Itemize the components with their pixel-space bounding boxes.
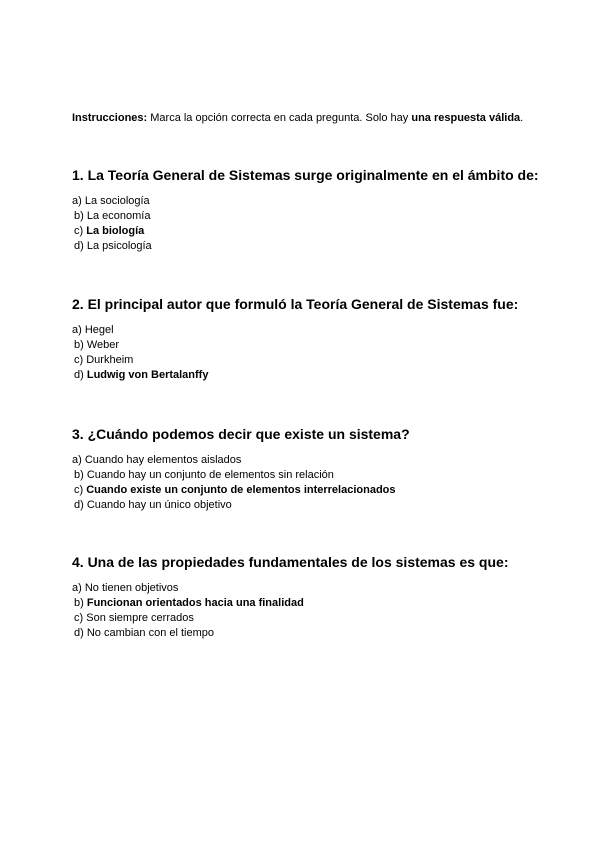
option-letter: b) [74, 339, 84, 351]
option-c-correct [72, 224, 572, 239]
question-title: 2. El principal autor que formuló la Teoría General de Sistemas fue: [72, 296, 519, 312]
option-b [72, 338, 572, 353]
option-letter: b) [74, 597, 84, 609]
option-letter: b) [74, 210, 84, 222]
instructions-text: Marca la opción correcta en cada pregunta. Solo hay [147, 112, 412, 124]
instructions-emphasis: una respuesta válida [411, 112, 521, 124]
option-text: La psicología [86, 240, 152, 252]
option-letter: c) [74, 484, 84, 496]
option-text: Durkheim [86, 354, 134, 366]
option-text: Cuando existe un conjunto de elementos interrelacionados [86, 484, 396, 496]
option-text: No cambian con el tiempo [86, 627, 215, 639]
option-text: No tienen objetivos [84, 582, 179, 594]
option-letter: d) [74, 240, 84, 252]
option-text: La economía [86, 210, 151, 222]
option-letter: d) [74, 369, 84, 381]
option-a [72, 323, 572, 338]
instructions-end: . [520, 112, 524, 124]
option-letter: a) [72, 582, 82, 594]
option-list [72, 194, 572, 254]
option-list [72, 323, 572, 383]
option-b [72, 468, 572, 483]
option-d [72, 626, 572, 641]
option-a [72, 194, 572, 209]
option-text: Ludwig von Bertalanffy [86, 369, 209, 381]
option-text: Funcionan orientados hacia una finalidad [86, 597, 304, 609]
option-list [72, 581, 572, 641]
option-d [72, 498, 572, 513]
option-text: Cuando hay un conjunto de elementos sin relación [86, 469, 334, 481]
option-letter: a) [72, 454, 82, 466]
instructions [72, 111, 523, 125]
option-c [72, 353, 572, 368]
option-text: Cuando hay un único objetivo [86, 499, 232, 511]
option-c [72, 611, 572, 626]
question-1 [72, 166, 572, 254]
option-text: Cuando hay elementos aislados [84, 454, 242, 466]
option-text: Son siempre cerrados [86, 612, 194, 624]
question-title: 1. La Teoría General de Sistemas surge originalmente en el ámbito de: [72, 167, 539, 183]
question-2 [72, 295, 572, 383]
option-letter: c) [74, 225, 84, 237]
question-4 [72, 553, 572, 641]
option-letter: c) [74, 612, 84, 624]
option-d-correct [72, 368, 572, 383]
option-a [72, 581, 572, 596]
option-letter: b) [74, 469, 84, 481]
option-text: Hegel [84, 324, 114, 336]
option-b-correct [72, 596, 572, 611]
option-letter: d) [74, 499, 84, 511]
option-letter: c) [74, 354, 84, 366]
option-text: La biología [86, 225, 145, 237]
option-list [72, 453, 572, 513]
option-letter: a) [72, 195, 82, 207]
instructions-label: Instrucciones: [72, 112, 148, 124]
option-text: Weber [86, 339, 120, 351]
question-title: 4. Una de las propiedades fundamentales de los sistemas es que: [72, 554, 509, 570]
option-letter: a) [72, 324, 82, 336]
question-3 [72, 425, 572, 513]
option-text: La sociología [84, 195, 150, 207]
option-letter: d) [74, 627, 84, 639]
option-b [72, 209, 572, 224]
question-title: 3. ¿Cuándo podemos decir que existe un sistema? [72, 426, 410, 442]
option-a [72, 453, 572, 468]
option-d [72, 239, 572, 254]
option-c-correct [72, 483, 572, 498]
